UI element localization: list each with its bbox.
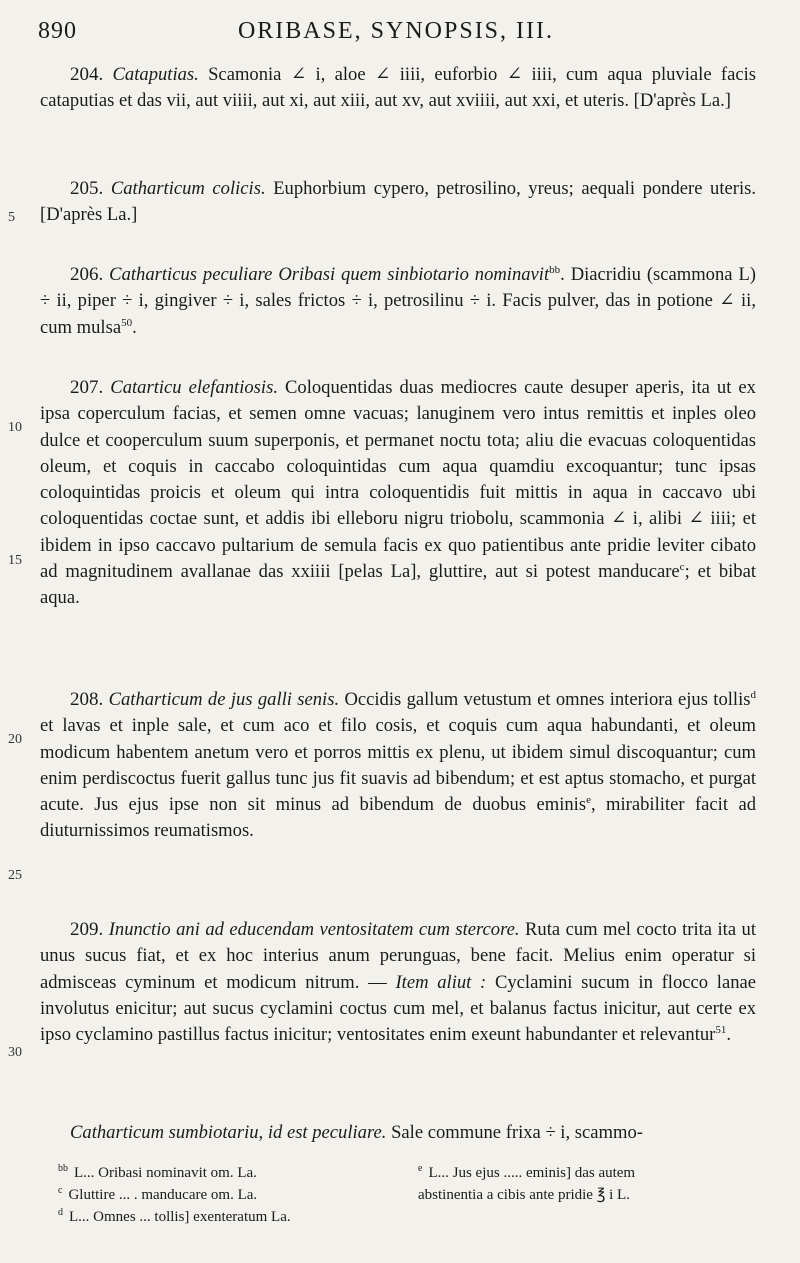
entry-204 <box>40 62 756 115</box>
entry-text-end: , mirabiliter facit ad diuturnissimos reumatismos. <box>40 794 756 842</box>
footnote-mark: d <box>58 1207 63 1218</box>
line-number: 10 <box>8 420 22 435</box>
entry-number: 208. <box>70 689 104 710</box>
entry-text: Ruta cum mel cocto trita ita ut unus sucus fiat, et ex hoc interius anum perunguas, bene facit. Melius enim operatur si admisceas cyminum et modicum nitrum. — <box>40 919 756 993</box>
entry-text: Occidis gallum vetustum et omnes interiora ejus tollis <box>344 689 751 710</box>
entry-number: 205. <box>70 178 104 199</box>
entry-206 <box>40 262 756 341</box>
entry-text-end: . <box>132 316 137 338</box>
footnote-mark: c <box>58 1185 63 1196</box>
page-header <box>32 18 760 52</box>
footnote-ref: 51 <box>715 1024 727 1036</box>
entry-title: Inunctio ani ad educendam ventositatem cum stercore. <box>108 919 520 940</box>
footnote-mark: e <box>418 1163 423 1174</box>
footnote-text: Gluttire ... . manducare om. La. <box>68 1187 258 1203</box>
entry-subtitle: Item aliut : <box>395 971 487 993</box>
entry-title: Catharticus peculiare Oribasi quem sinbiotario nominavit <box>109 264 550 285</box>
footnote-ref: bb <box>549 263 561 276</box>
entry-text-middle: Cyclamini sucum in flocco lanae involutus enicitur; aut sucus cyclamini coctus cum mel, et balanus factus inicitur, aut certe ex ipso cyclamino pastillus factus inicitur; ventositates enim exeunt habundanter et relevantur <box>40 971 757 1046</box>
entry-title: Catharticum sumbiotariu, id est peculiare. <box>70 1122 387 1143</box>
entry-text: Sale commune frixa ÷ i, scammo- <box>391 1122 643 1143</box>
footnotes-left <box>58 1162 398 1228</box>
entry-number: 204. <box>70 64 104 85</box>
entry-number: 209. <box>70 919 104 940</box>
line-number: 20 <box>8 732 22 747</box>
entry-text-end: . <box>726 1024 732 1046</box>
line-number: 25 <box>8 868 22 883</box>
footnote-text: L... Omnes ... tollis] exenteratum La. <box>69 1209 291 1225</box>
footnote <box>58 1184 398 1206</box>
entry-207 <box>40 375 756 612</box>
running-title: ORIBASE, SYNOPSIS, III. <box>237 18 555 44</box>
footnote-ref: d <box>750 688 756 701</box>
entry-text-end: ; et bibat aqua. <box>40 561 756 609</box>
entry-title: Catharticum colicis. <box>110 178 266 199</box>
entry-text: . Diacridiu (scammona L) ÷ ii, piper ÷ i, gingiver ÷ i, sales frictos ÷ i, petrosilinu ÷ i. Facis pulver, das in potione ∠ ii, cum mulsa <box>40 264 756 338</box>
entry-continued <box>40 1120 756 1146</box>
entry-text: Euphorbium cypero, petrosilino, yreus; aequali pondere uteris. [D'après La.] <box>40 178 756 226</box>
entry-208 <box>40 687 756 845</box>
entry-205 <box>40 176 756 229</box>
footnote-ref: c <box>679 560 685 573</box>
entry-title: Cataputias. <box>112 64 199 85</box>
entry-text: Scamonia ∠ i, aloe ∠ iiii, euforbio ∠ iiii, cum aqua pluviale facis cataputias et das vii, aut viiii, aut xi, aut xiii, aut xv, aut xviiii, aut xxi, et uteris. [D'après La.] <box>40 64 756 112</box>
entry-title: Catharticum de jus galli senis. <box>108 689 340 710</box>
entry-number: 206. <box>70 264 104 285</box>
entry-number: 207. <box>70 377 104 398</box>
line-number: 15 <box>8 553 22 568</box>
line-number: 5 <box>8 210 15 225</box>
page-number: 890 <box>38 18 77 44</box>
footnote-text: L... Oribasi nominavit om. La. <box>74 1165 257 1181</box>
entry-title: Catarticu elefantiosis. <box>110 377 278 398</box>
footnote <box>58 1162 398 1184</box>
entry-text-middle: et lavas et inple sale, et cum aco et filo cosis, et coquis cum aqua habundanti, et oleum modicum habentem anetum vero et porros mittis ex plenu, ut ibidem simul discoquantur; cum enim perdiscoctus fuerit gallus tunc jus fit suavis ad bibendum; et est aptus stomacho, et purgat acute. Jus ejus ipse non sit minus ad bibendum de duobus eminis <box>40 715 756 816</box>
footnote-continuation <box>418 1184 768 1206</box>
footnote-text: abstinentia a cibis ante pridie ℥ i L. <box>418 1187 630 1203</box>
footnote <box>58 1206 398 1228</box>
footnote-ref: 50 <box>121 316 133 329</box>
entry-text: Coloquentidas duas mediocres caute desuper aperis, ita ut ex ipsa coperculum facias, et semen omne vacuas; lanuginem vero intus remittis et inples oleo dulce et cooperculum suum superponis, et permanet noctu tota; aliu die evacuas coloquentidas oleum, et coquis in caccabo coloquintidas cum aqua quamdiu excoquantur; tunc ipsas coloquintidas proicis et oleum qui intra coloquentidis fuit mittis in aqua in caccavo ubi coloquentidas coctae sunt, et addis ibi elleboru nigru triobolu, scammonia ∠ i, alibi ∠ iiii; et ibidem in ipso caccavo pultarium de semula facis ex quo patientibus ante pridie leviter cibato ad magnitudinem avallanae das xxiiii [pelas La], gluttire, aut si potest manducare <box>40 377 756 583</box>
footnotes-right <box>418 1162 768 1206</box>
entry-209 <box>40 917 756 1048</box>
footnote-text: L... Jus ejus ..... eminis] das autem <box>428 1165 636 1181</box>
footnote-ref: e <box>586 794 591 806</box>
line-number: 30 <box>8 1045 22 1060</box>
footnote <box>418 1162 768 1184</box>
footnote-mark: bb <box>58 1163 68 1174</box>
